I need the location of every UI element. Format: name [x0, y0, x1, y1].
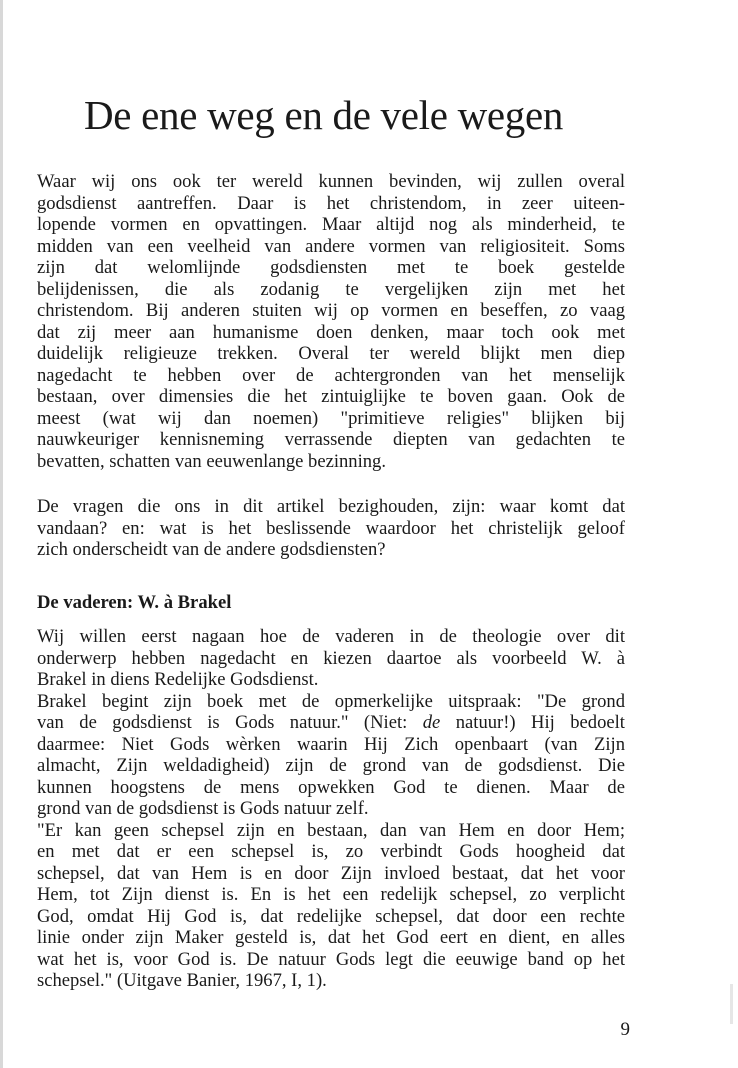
- section-heading: De vaderen: W. à Brakel: [37, 592, 232, 613]
- paragraph-brakel: [37, 626, 625, 992]
- text-line: nauwkeuriger kennisneming verrassende diepten van gedachten te: [37, 429, 625, 450]
- text-line: bevatten, schatten van eeuwenlange bezinning.: [37, 450, 387, 472]
- text-line: schepsel." (Uitgave Banier, 1967, I, 1).: [37, 970, 327, 991]
- text-line: zijn dat welomlijnde godsdiensten met te boek gestelde: [37, 257, 625, 278]
- text-line: Wij willen eerst nagaan hoe de vaderen in de theologie over dit: [37, 626, 625, 647]
- text-line: godsdienst aantreffen. Daar is het christendom, in zeer uiteen-: [37, 192, 625, 214]
- text-line: vandaan? en: wat is het beslissende waardoor het christelijk geloof: [37, 517, 625, 539]
- text-line: bestaan, over dimensies die het zintuiglijke te boven gaan. Ook de: [37, 386, 625, 407]
- text-line: Brakel begint zijn boek met de opmerkelijke uitspraak: "De grond: [37, 690, 625, 712]
- text-line: christendom. Bij anderen stuiten wij op vormen en beseffen, zo vaag: [37, 300, 625, 321]
- text-line: almacht, Zijn weldadigheid) zijn de grond van de godsdienst. Die: [37, 755, 625, 776]
- page-title: De ene weg en de vele wegen: [84, 92, 564, 138]
- text-line: grond van de godsdienst is Gods natuur zelf.: [37, 798, 369, 819]
- text-line: linie onder zijn Maker gesteld is, dat het God eert en dient, en alles: [37, 927, 625, 948]
- text-line: Waar wij ons ook ter wereld kunnen bevinden, wij zullen overal: [37, 171, 625, 192]
- text-line: Brakel in diens Redelijke Godsdienst.: [37, 669, 319, 690]
- text-line: kunnen hoogstens de mens opwekken God te dienen. Maar de: [37, 776, 625, 798]
- text-line: daarmee: Niet Gods wèrken waarin Hij Zich openbaart (van Zijn: [37, 733, 625, 755]
- text-line: duidelijk religieuze trekken. Overal ter wereld blijkt men diep: [37, 343, 625, 364]
- italic-word: de: [422, 712, 441, 733]
- text-line: en met dat er een schepsel is, zo verbindt Gods hoogheid dat: [37, 841, 625, 862]
- paragraph-questions: [37, 496, 625, 561]
- text-line-with-italic: [37, 712, 625, 734]
- page-number: 9: [620, 1019, 630, 1040]
- paragraph-intro: [37, 171, 625, 472]
- text-line: God, omdat Hij God is, dat redelijke schepsel, dat door een rechte: [37, 905, 625, 927]
- text-line: De vragen die ons in dit artikel bezighouden, zijn: waar komt dat: [37, 496, 625, 517]
- text-segment: natuur!) Hij bedoelt: [440, 712, 625, 733]
- text-line: nagedacht te hebben over de achtergronden van het menselijk: [37, 364, 625, 386]
- margin-mark: [730, 984, 733, 1024]
- text-line: lopende vormen en opvattingen. Maar altijd nog als minderheid, te: [37, 214, 625, 235]
- text-line: "Er kan geen schepsel zijn en bestaan, dan van Hem en door Hem;: [37, 819, 625, 841]
- text-line: belijdenissen, die als zodanig te vergelijken zijn met het: [37, 278, 625, 300]
- text-line: wat het is, voor God is. De natuur Gods legt die eeuwige band op het: [37, 948, 625, 970]
- text-line: Hem, tot Zijn dienst is. En is het een redelijk schepsel, zo verplicht: [37, 884, 625, 905]
- text-line: dat zij meer aan humanisme doen denken, maar toch ook met: [37, 321, 625, 343]
- text-line: midden van een veelheid van andere vormen van religiositeit. Soms: [37, 235, 625, 257]
- text-line: onderwerp hebben nagedacht en kiezen daartoe als voorbeeld W. à: [37, 647, 625, 669]
- text-segment: van de godsdienst is Gods natuur." (Niet:: [37, 712, 423, 733]
- text-line: meest (wat wij dan noemen) "primitieve religies" blijken bij: [37, 407, 625, 429]
- text-line: schepsel, dat van Hem is en door Zijn invloed bestaat, dat het voor: [37, 862, 625, 884]
- text-line: zich onderscheidt van de andere godsdiensten?: [37, 539, 386, 560]
- page-edge: [0, 0, 3, 1068]
